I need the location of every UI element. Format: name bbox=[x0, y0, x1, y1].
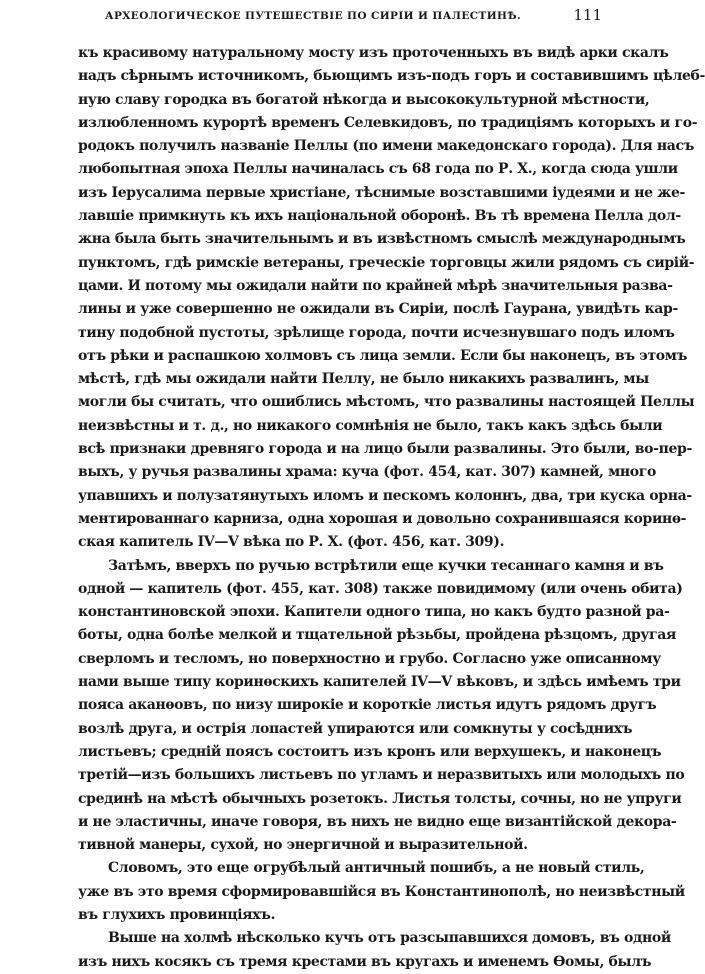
text-line: могли бы считать, что ошиблись мѣстомъ, что развалины настоящей Пеллы bbox=[78, 394, 695, 411]
page-number: 111 bbox=[573, 6, 602, 24]
text-line: цами. И потому мы ожидали найти по крайней мѣрѣ значительныя разва- bbox=[78, 277, 673, 294]
text-line: пунктомъ, гдѣ римскіе ветераны, греческіе торговцы жили рядомъ съ сирій- bbox=[78, 254, 695, 271]
text-line: срединѣ на мѣстѣ обычныхъ розетокъ. Листья толсты, сочны, но не упруги bbox=[78, 790, 682, 807]
text-line: надъ сѣрнымъ источникомъ, бьющимъ изъ-подъ горъ и составившимъ цѣлеб- bbox=[78, 68, 705, 85]
text-line: Выше на холмѣ нѣсколько кучъ отъ разсыпавшихся домовъ, въ одной bbox=[108, 930, 671, 947]
text-line: боты, одна болѣе мелкой и тщательной рѣзьбы, пройдена рѣзцомъ, другая bbox=[78, 627, 676, 644]
text-line: отъ рѣки и распашкою холмовъ съ лица земли. Если бы наконецъ, въ этомъ bbox=[78, 347, 687, 364]
text-line: лины и уже совершенно не ожидали въ Сиріи, послѣ Гаурана, увидѣть кар- bbox=[78, 301, 678, 318]
text-line: излюбленномъ курортѣ временъ Селевкидовъ, по традиціямъ которыхъ и го- bbox=[78, 114, 698, 131]
text-line: константиновской эпохи. Капители одного типа, но какъ будто разной ра- bbox=[78, 604, 670, 621]
text-line: всѣ признаки древняго города и на лицо были развалины. Это были, во-пер- bbox=[78, 441, 692, 458]
text-line: третій—изъ большихъ листьевъ по угламъ и неразвитыхъ или молодыхъ по bbox=[78, 767, 685, 784]
text-line: выхъ, у ручья развалины храма: куча (фот. 454, кат. 307) камней, много bbox=[78, 464, 656, 481]
text-line: уже въ это время сформировавшійся въ Константинополѣ, но неизвѣстный bbox=[78, 883, 685, 900]
text-line: одной — капитель (фот. 455, кат. 308) также повидимому (или очень обита) bbox=[78, 580, 683, 597]
text-line: родокъ получилъ названіе Пеллы (по имени македонскаго города). Для насъ bbox=[78, 138, 695, 155]
text-line: пояса аканѳовъ, по низу широкіе и короткіе листья идутъ рядомъ другъ bbox=[78, 697, 657, 714]
text-line: жна была быть значительнымъ и въ извѣстномъ смыслѣ международнымъ bbox=[78, 231, 686, 248]
text-line: въ глухихъ провинціяхъ. bbox=[78, 906, 276, 923]
text-line: Словомъ, это еще огрубѣлый античный пошибъ, а не новый стиль, bbox=[108, 860, 645, 877]
text-line: лавшіе примкнуть къ ихъ національной оборонѣ. Въ тѣ времена Пелла дол- bbox=[78, 208, 681, 225]
text-line: любопытная эпоха Пеллы начиналась съ 68 года по Р. Х., когда сюда ушли bbox=[78, 161, 678, 178]
text-line: и не эластичны, иначе говоря, въ нихъ не видно еще византійской декора- bbox=[78, 813, 677, 830]
text-line: тивной манеры, сухой, но энергичной и выразительной. bbox=[78, 837, 528, 854]
text-line: упавшихъ и полузатянутыхъ иломъ и пескомъ колоннъ, два, три куска орна- bbox=[78, 487, 692, 504]
text-line: изъ Іерусалима первые христіане, тѣснимые возставшими іудеями и не же- bbox=[78, 184, 686, 201]
text-line: сверломъ и тесломъ, но поверхностно и грубо. Согласно уже описанному bbox=[78, 650, 661, 667]
text-line: ментированнаго карниза, одна хорошая и довольно сохранившаяся коринѳ- bbox=[78, 510, 687, 527]
text-line: неизвѣстны и т. д., но никакого сомнѣнія не было, такъ какъ здѣсь были bbox=[78, 417, 663, 434]
text-line: листьевъ; средній поясъ состоитъ изъ кронъ или верхушекъ, и наконецъ bbox=[78, 743, 662, 760]
text-line: нами выше типу коринѳскихъ капителей IV—V вѣковъ, и здѣсь имѣемъ три bbox=[78, 674, 681, 691]
text-line: къ красивому натуральному мосту изъ проточенныхъ въ видѣ арки скалъ bbox=[78, 45, 669, 61]
text-line: Затѣмъ, вверхъ по ручью встрѣтили еще кучки тесаннаго камня и въ bbox=[108, 557, 664, 574]
text-line: тину подобной пустоты, зрѣлище города, почти исчезнувшаго подъ иломъ bbox=[78, 324, 675, 341]
text-line: возлѣ друга, и острія лопастей упираются или сомкнуты у сосѣднихъ bbox=[78, 720, 633, 737]
text-line: ская капитель IV—V вѣка по Р. Х. (фот. 456, кат. 309). bbox=[78, 534, 505, 551]
body-text bbox=[78, 42, 705, 974]
running-head bbox=[80, 6, 602, 28]
text-line: мѣстѣ, гдѣ мы ожидали найти Пеллу, не было никакихъ развалинъ, мы bbox=[78, 371, 649, 388]
text-line: ную славу городка въ богатой нѣкогда и высококультурной мѣстности, bbox=[78, 91, 650, 108]
running-title: АРХЕОЛОГИЧЕСКОЕ ПУТЕШЕСТВІЕ ПО СИРІИ И ПАЛЕСТИНѢ. bbox=[105, 10, 522, 22]
text-line: изъ нихъ косякъ съ тремя крестами въ кругахъ и именемъ Ѳомы, былъ bbox=[78, 953, 652, 970]
